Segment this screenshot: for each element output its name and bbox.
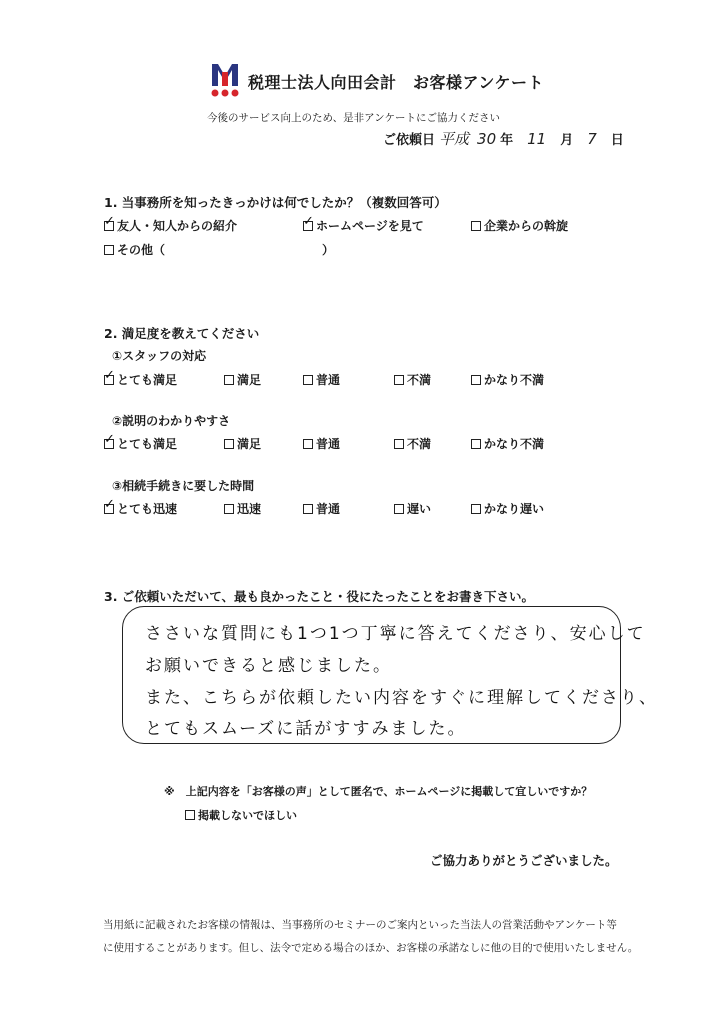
checkbox[interactable]	[394, 375, 404, 385]
q2-sub2-option[interactable]: 不満	[394, 435, 431, 452]
checkbox[interactable]	[224, 504, 234, 514]
privacy-notice-line: 当用紙に記載されたお客様の情報は、当事務所のセミナーのご案内といった当法人の営業活動やアンケート等	[103, 919, 617, 931]
comment-line: また、こちらが依頼したい内容をすぐに理解してくださり、	[145, 688, 658, 708]
checkbox[interactable]	[185, 810, 195, 820]
q2-sub2-option[interactable]: 普通	[303, 435, 340, 452]
q1-option-company[interactable]: 企業からの斡旋	[471, 217, 568, 234]
checkbox[interactable]	[394, 439, 404, 449]
date-month-handwritten: 11	[527, 130, 547, 148]
date-year-label: 年	[500, 133, 514, 148]
q2-sub1-option[interactable]: かなり不満	[471, 371, 544, 388]
q2-sub3-label: ③相続手続きに要した時間	[112, 479, 255, 493]
checkbox[interactable]	[303, 504, 313, 514]
q2-sub1-option[interactable]: 普通	[303, 371, 340, 388]
date-year-handwritten: 30	[477, 130, 497, 148]
q2-sub1-label: ①スタッフの対応	[112, 349, 207, 363]
checkbox[interactable]	[224, 439, 234, 449]
q2-sub3-option[interactable]: ✓ とても迅速	[104, 496, 178, 516]
checkbox[interactable]	[471, 439, 481, 449]
date-label: ご依頼日	[383, 133, 436, 148]
thanks-message: ご協力ありがとうございました。	[430, 853, 618, 868]
checkbox[interactable]	[224, 375, 234, 385]
checkbox[interactable]	[394, 504, 404, 514]
date-day-label: 日	[610, 133, 624, 148]
q2-sub3-option[interactable]: かなり遅い	[471, 500, 544, 517]
check-mark-icon: ✓	[104, 367, 115, 383]
q1-other-close-paren: ）	[322, 243, 335, 257]
q2-title: 2. 満足度を教えてください	[104, 326, 260, 341]
request-date	[383, 128, 624, 149]
check-mark-icon: ✓	[104, 496, 115, 512]
comment-line: お願いできると感じました。	[145, 656, 392, 676]
q2-sub3-option[interactable]: 迅速	[224, 500, 261, 517]
q2-sub1-option[interactable]: 満足	[224, 371, 261, 388]
check-mark-icon: ✓	[104, 213, 115, 229]
publish-question: ※ 上記内容を「お客様の声」として匿名で、ホームページに掲載して宜しいですか？	[164, 785, 593, 798]
q2-sub2-option[interactable]: ✓ とても満足	[104, 431, 178, 451]
q1-option-homepage[interactable]: ✓ ホームページを見て	[303, 213, 424, 233]
q2-sub1-option[interactable]: ✓ とても満足	[104, 367, 178, 387]
q2-sub3-option[interactable]: 遅い	[394, 500, 431, 517]
company-logo	[210, 62, 240, 100]
checkbox[interactable]	[471, 221, 481, 231]
comment-line: とてもスムーズに話がすすみました。	[145, 719, 467, 739]
checkbox[interactable]	[303, 213, 314, 231]
q2-sub2-label: ②説明のわかりやすさ	[112, 414, 231, 428]
survey-subtitle: 今後のサービス向上のため、是非アンケートにご協力ください	[207, 112, 500, 124]
privacy-notice-line: に使用することがあります。但し、法令で定める場合のほか、お客様の承諾なしに他の目的で使用いたしません。	[103, 942, 639, 954]
q1-option-friend[interactable]: ✓ 友人・知人からの紹介	[104, 213, 238, 233]
q2-sub3-option[interactable]: 普通	[303, 500, 340, 517]
q2-sub2-option[interactable]: 満足	[224, 435, 261, 452]
date-month-label: 月	[560, 133, 574, 148]
checkbox[interactable]	[104, 496, 115, 514]
checkbox[interactable]	[303, 439, 313, 449]
checkbox[interactable]	[471, 375, 481, 385]
check-mark-icon: ✓	[303, 213, 314, 229]
date-era-handwritten: 平成	[439, 130, 470, 148]
q3-title: 3. ご依頼いただいて、最も良かったこと・役にたったことをお書き下さい。	[104, 589, 535, 604]
checkbox[interactable]	[104, 431, 115, 449]
publish-option-no[interactable]: 掲載しないでほしい	[185, 807, 297, 823]
checkbox[interactable]	[303, 375, 313, 385]
survey-title: 税理士法人向田会計 お客様アンケート	[248, 73, 545, 92]
date-day-handwritten: 7	[587, 130, 597, 148]
q2-sub2-option[interactable]: かなり不満	[471, 435, 544, 452]
comment-line: ささいな質問にも1つ1つ丁寧に答えてくださり、安心して	[145, 624, 646, 644]
checkbox[interactable]	[104, 245, 114, 255]
q1-title: 1. 当事務所を知ったきっかけは何でしたか？（複数回答可）	[104, 195, 447, 210]
check-mark-icon: ✓	[104, 431, 115, 447]
checkbox[interactable]	[104, 213, 115, 231]
checkbox[interactable]	[104, 367, 115, 385]
q1-option-other[interactable]: その他（	[104, 241, 165, 258]
q2-sub1-option[interactable]: 不満	[394, 371, 431, 388]
checkbox[interactable]	[471, 504, 481, 514]
